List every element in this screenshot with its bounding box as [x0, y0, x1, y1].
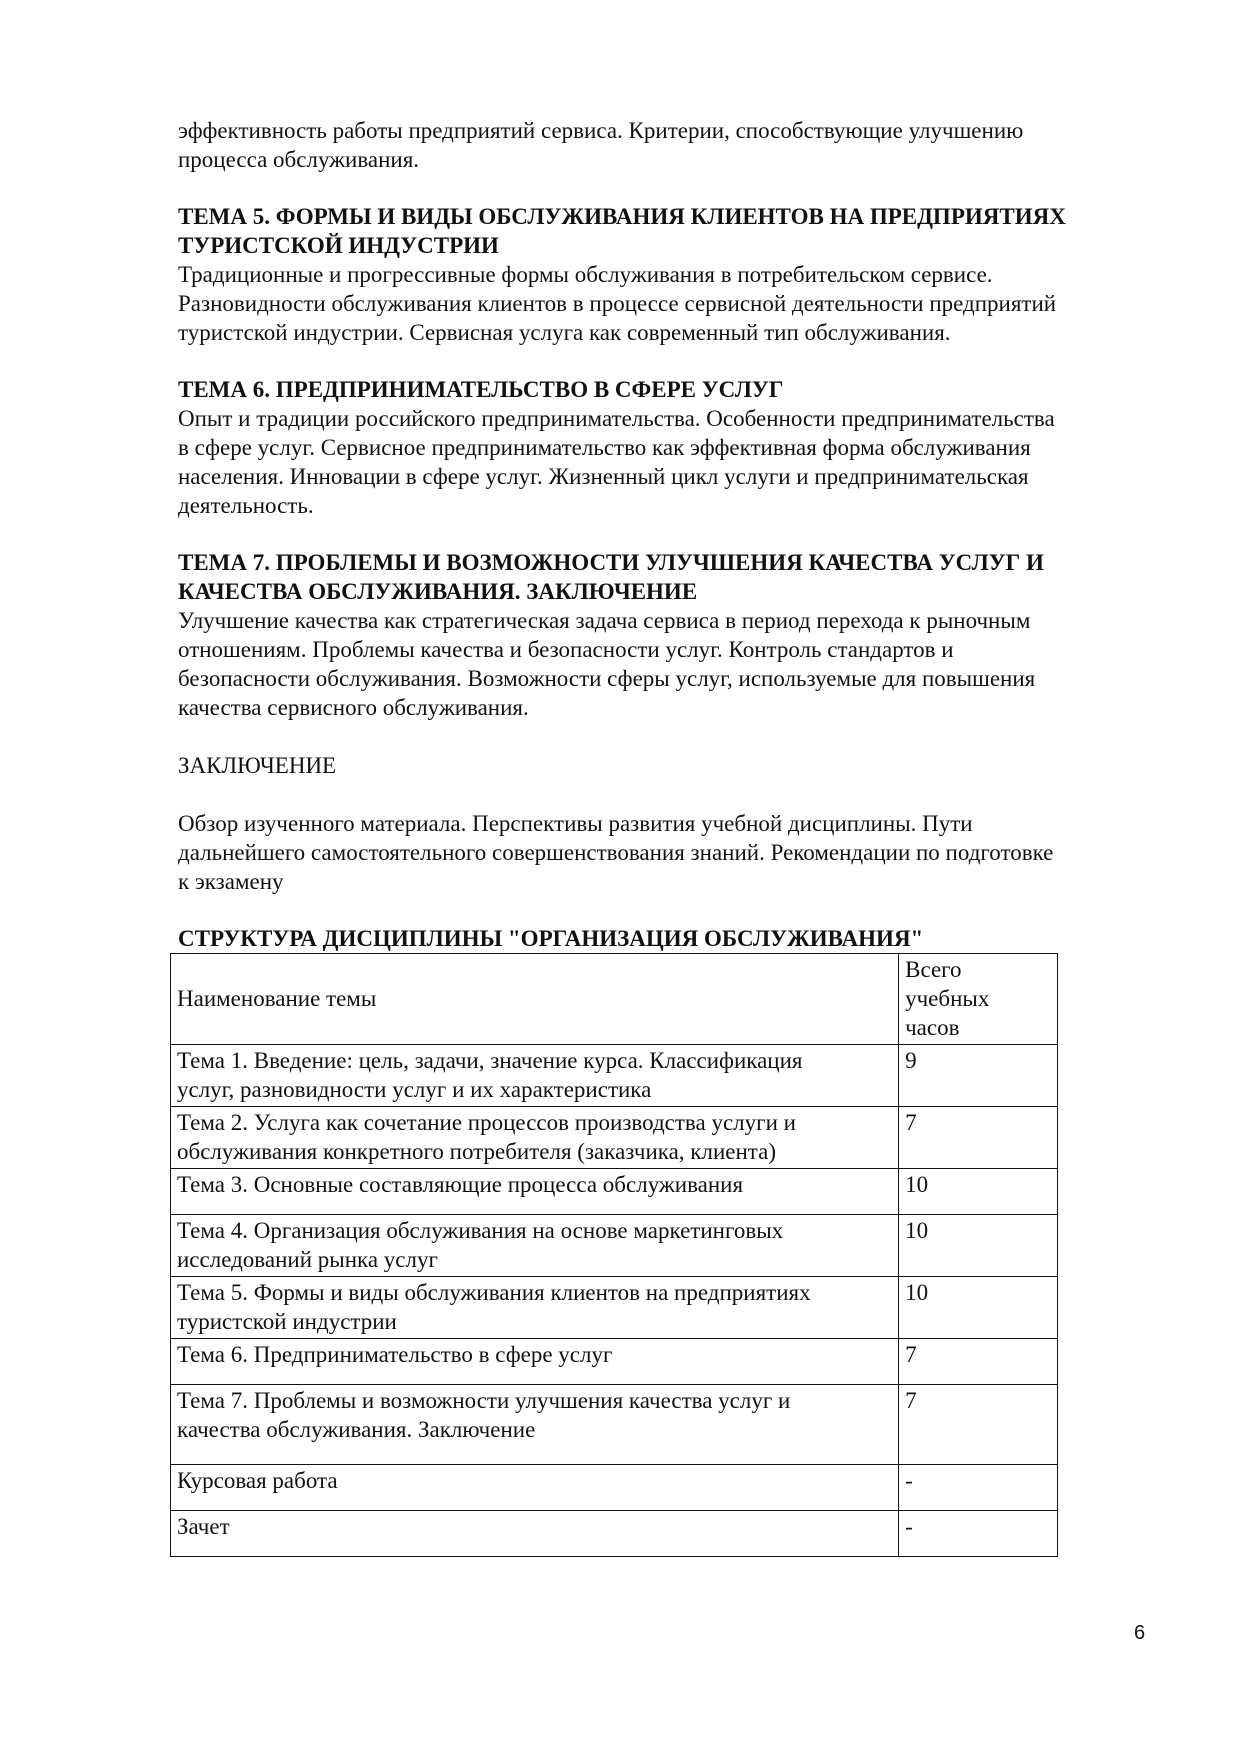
conclusion-heading: ЗАКЛЮЧЕНИЕ — [178, 753, 337, 778]
table-row — [171, 1107, 1058, 1169]
topic-6-heading: ТЕМА 6. ПРЕДПРИНИМАТЕЛЬСТВО В СФЕРЕ УСЛУГ — [178, 377, 784, 402]
table-row — [171, 1339, 1058, 1385]
intro-line: эффективность работы предприятий сервиса. Критерии, способствующие улучшению — [178, 118, 1024, 143]
table-row — [171, 1465, 1058, 1511]
intro-line: процесса обслуживания. — [178, 147, 420, 172]
table-row — [171, 1215, 1058, 1277]
topic-5-section — [178, 202, 1138, 347]
table-row — [171, 1385, 1058, 1465]
structure-table-title: СТРУКТУРА ДИСЦИПЛИНЫ "ОРГАНИЗАЦИЯ ОБСЛУЖИВАНИЯ" — [178, 926, 924, 951]
topic-name-cell: Тема 7. Проблемы и возможности улучшения качества услуг и качества обслуживания. Заключение — [171, 1385, 899, 1465]
header-hours-cell: Всего учебных часов — [899, 954, 1058, 1045]
topic-5-heading: ТЕМА 5. ФОРМЫ И ВИДЫ ОБСЛУЖИВАНИЯ КЛИЕНТОВ НА ПРЕДПРИЯТИЯХ ТУРИСТСКОЙ ИНДУСТРИИ — [178, 204, 1066, 258]
hours-cell: - — [899, 1511, 1058, 1557]
topic-name-cell: Тема 2. Услуга как сочетание процессов производства услуги и обслуживания конкретного потребителя (заказчика, клиента) — [171, 1107, 899, 1169]
topic-6-body: Опыт и традиции российского предпринимательства. Особенности предпринимательства в сфере услуг. Сервисное предпринимательство как эффективная форма обслуживания населения. Инновации в сфере услуг. Жизненный цикл услуги и предпринимательская деятельность. — [178, 406, 1055, 518]
intro-paragraph — [178, 116, 1138, 174]
topic-6-section — [178, 375, 1138, 520]
conclusion-body: Обзор изученного материала. Перспективы развития учебной дисциплины. Пути дальнейшего самостоятельного совершенствования знаний. Рекомендации по подготовке к экзамену — [178, 811, 1054, 894]
topic-name-cell: Тема 5. Формы и виды обслуживания клиентов на предприятиях туристской индустрии — [171, 1277, 899, 1339]
hours-cell: 9 — [899, 1045, 1058, 1107]
page-number: 6 — [1134, 1622, 1146, 1644]
structure-table — [170, 953, 1058, 1557]
topic-7-body: Улучшение качества как стратегическая задача сервиса в период перехода к рыночным отношениям. Проблемы качества и безопасности услуг. Контроль стандартов и безопасности обслуживания. Возможности сферы услуг, используемые для повышения качества сервисного обслуживания. — [178, 608, 1036, 720]
topic-name-cell: Тема 3. Основные составляющие процесса обслуживания — [171, 1169, 899, 1215]
hours-cell: - — [899, 1465, 1058, 1511]
hours-cell: 7 — [899, 1339, 1058, 1385]
topic-name-cell: Зачет — [171, 1511, 899, 1557]
topic-name-cell: Тема 4. Организация обслуживания на основе маркетинговых исследований рынка услуг — [171, 1215, 899, 1277]
topic-name-cell: Курсовая работа — [171, 1465, 899, 1511]
hours-cell: 10 — [899, 1277, 1058, 1339]
hours-cell: 10 — [899, 1215, 1058, 1277]
table-header-row — [171, 954, 1058, 1045]
hours-cell: 7 — [899, 1107, 1058, 1169]
topic-7-section — [178, 548, 1138, 722]
table-row — [171, 1511, 1058, 1557]
table-row — [171, 1045, 1058, 1107]
table-row — [171, 1169, 1058, 1215]
hours-cell: 7 — [899, 1385, 1058, 1465]
topic-name-cell: Тема 1. Введение: цель, задачи, значение курса. Классификация услуг, разновидности услуг и их характеристика — [171, 1045, 899, 1107]
page-content — [178, 116, 1138, 1557]
topic-7-heading: ТЕМА 7. ПРОБЛЕМЫ И ВОЗМОЖНОСТИ УЛУЧШЕНИЯ КАЧЕСТВА УСЛУГ И КАЧЕСТВА ОБСЛУЖИВАНИЯ. ЗАКЛЮЧЕНИЕ — [178, 550, 1044, 604]
table-row — [171, 1277, 1058, 1339]
topic-name-cell: Тема 6. Предпринимательство в сфере услуг — [171, 1339, 899, 1385]
hours-cell: 10 — [899, 1169, 1058, 1215]
header-name-cell: Наименование темы — [171, 954, 899, 1045]
topic-5-body: Традиционные и прогрессивные формы обслуживания в потребительском сервисе. Разновидности обслуживания клиентов в процессе сервисной деятельности предприятий туристской индустрии. Сервисная услуга как современный тип обслуживания. — [178, 262, 1057, 345]
